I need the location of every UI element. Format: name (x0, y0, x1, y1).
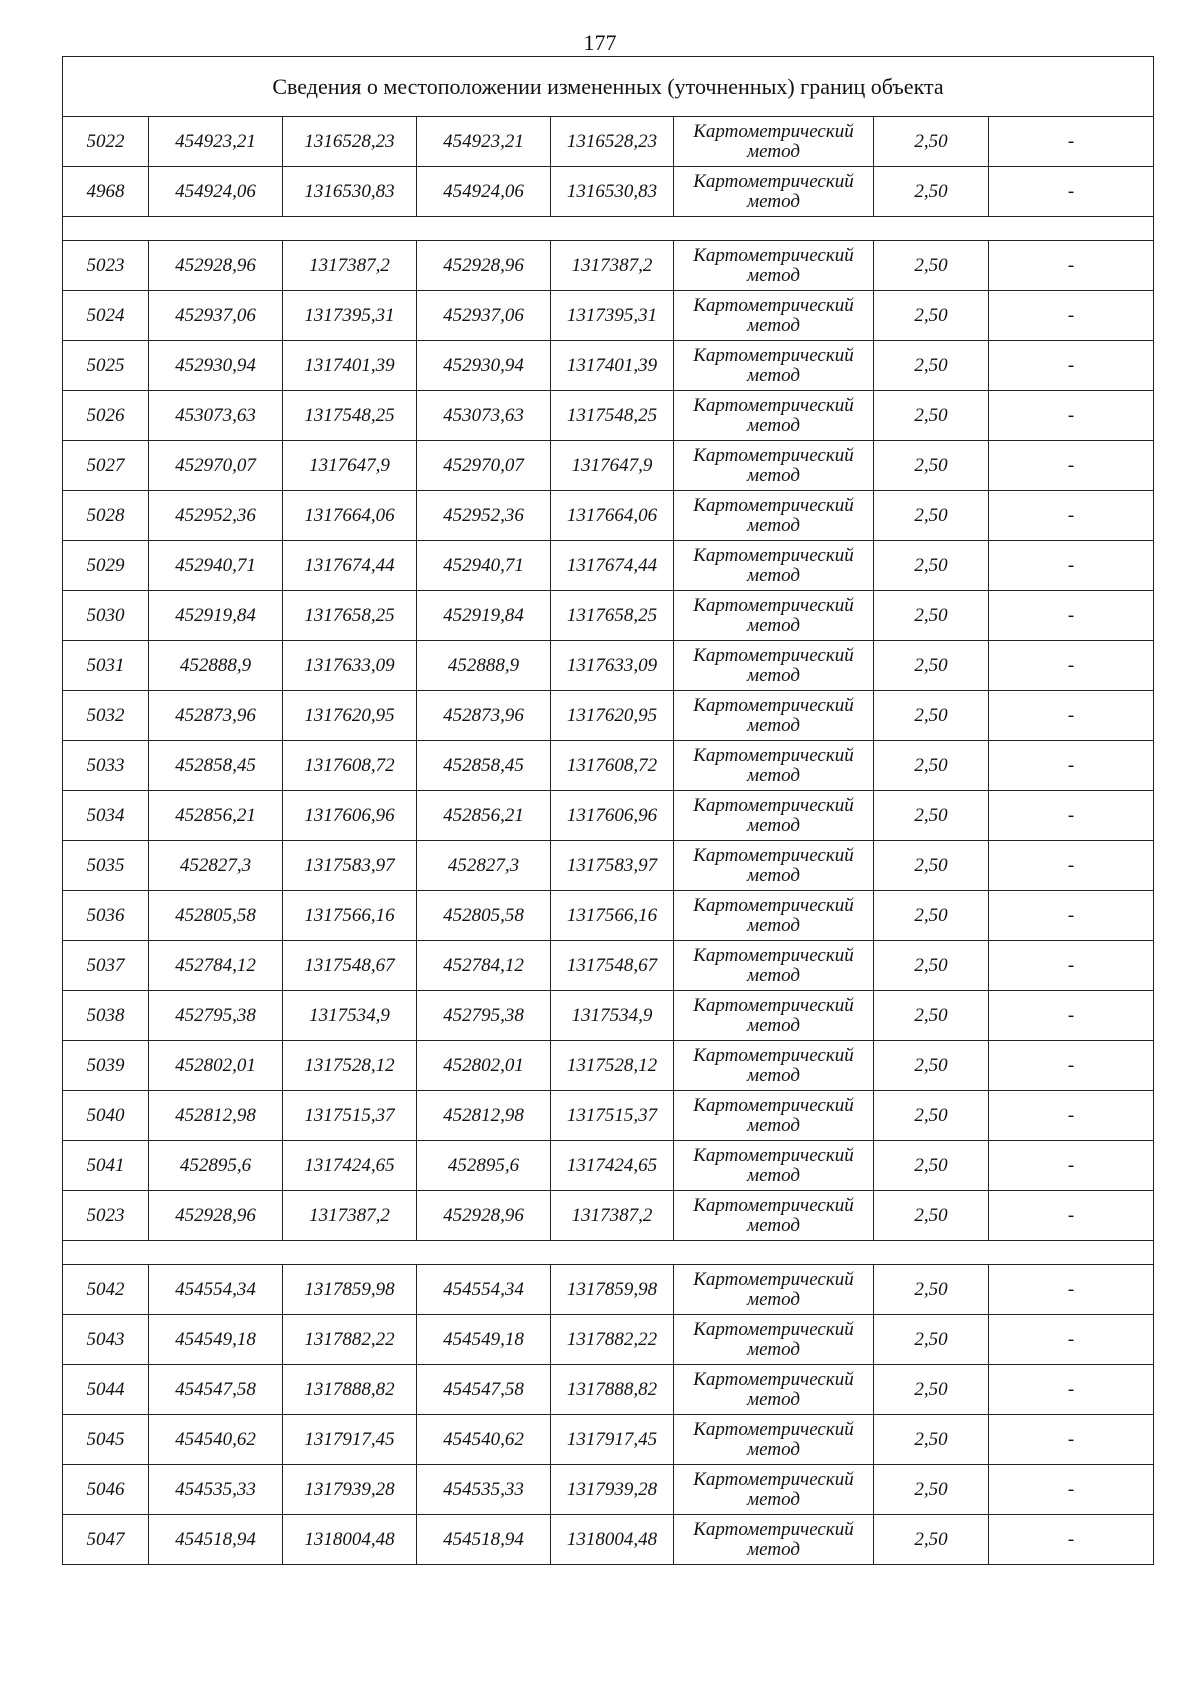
method-cell: Картометрический метод (674, 941, 874, 991)
table-row (63, 1315, 1154, 1365)
description-cell: - (989, 691, 1154, 741)
method-cell: Картометрический метод (674, 341, 874, 391)
y-existing-cell: 1316530,83 (283, 167, 417, 217)
description-cell: - (989, 1315, 1154, 1365)
x-new-cell: 452805,58 (417, 891, 551, 941)
y-new-cell: 1317401,39 (551, 341, 674, 391)
precision-cell: 2,50 (874, 1515, 989, 1565)
x-new-cell: 452812,98 (417, 1091, 551, 1141)
description-cell: - (989, 167, 1154, 217)
x-new-cell: 454535,33 (417, 1465, 551, 1515)
method-cell: Картометрический метод (674, 1415, 874, 1465)
y-new-cell: 1317548,25 (551, 391, 674, 441)
precision-cell: 2,50 (874, 1141, 989, 1191)
description-cell: - (989, 791, 1154, 841)
table-row (63, 391, 1154, 441)
y-existing-cell: 1317658,25 (283, 591, 417, 641)
table-row (63, 1041, 1154, 1091)
precision-cell: 2,50 (874, 1041, 989, 1091)
method-cell: Картометрический метод (674, 1091, 874, 1141)
point-number-cell: 5024 (63, 291, 149, 341)
point-number-cell: 5045 (63, 1415, 149, 1465)
y-new-cell: 1317859,98 (551, 1265, 674, 1315)
point-number-cell: 5041 (63, 1141, 149, 1191)
description-cell: - (989, 341, 1154, 391)
precision-cell: 2,50 (874, 491, 989, 541)
x-new-cell: 454923,21 (417, 117, 551, 167)
boundary-coordinates-table (62, 56, 1154, 1565)
point-number-cell: 5028 (63, 491, 149, 541)
x-existing-cell: 452928,96 (149, 241, 283, 291)
precision-cell: 2,50 (874, 1365, 989, 1415)
x-new-cell: 452856,21 (417, 791, 551, 841)
point-number-cell: 5042 (63, 1265, 149, 1315)
method-cell: Картометрический метод (674, 1191, 874, 1241)
point-number-cell: 5029 (63, 541, 149, 591)
method-cell: Картометрический метод (674, 1365, 874, 1415)
method-cell: Картометрический метод (674, 1515, 874, 1565)
x-existing-cell: 452802,01 (149, 1041, 283, 1091)
y-new-cell: 1317658,25 (551, 591, 674, 641)
description-cell: - (989, 1515, 1154, 1565)
table-row (63, 1091, 1154, 1141)
description-cell: - (989, 117, 1154, 167)
point-number-cell: 5025 (63, 341, 149, 391)
description-cell: - (989, 1415, 1154, 1465)
method-cell: Картометрический метод (674, 991, 874, 1041)
point-number-cell: 5034 (63, 791, 149, 841)
y-new-cell: 1317882,22 (551, 1315, 674, 1365)
y-existing-cell: 1317674,44 (283, 541, 417, 591)
group-separator-row (63, 1241, 1154, 1265)
point-number-cell: 5031 (63, 641, 149, 691)
point-number-cell: 5030 (63, 591, 149, 641)
precision-cell: 2,50 (874, 991, 989, 1041)
method-cell: Картометрический метод (674, 391, 874, 441)
y-existing-cell: 1317647,9 (283, 441, 417, 491)
y-new-cell: 1317939,28 (551, 1465, 674, 1515)
x-existing-cell: 454923,21 (149, 117, 283, 167)
x-new-cell: 452970,07 (417, 441, 551, 491)
x-existing-cell: 452784,12 (149, 941, 283, 991)
method-cell: Картометрический метод (674, 1315, 874, 1365)
y-new-cell: 1317674,44 (551, 541, 674, 591)
y-existing-cell: 1317939,28 (283, 1465, 417, 1515)
x-existing-cell: 454535,33 (149, 1465, 283, 1515)
group-separator-cell (63, 1241, 1154, 1265)
group-separator-cell (63, 217, 1154, 241)
x-new-cell: 454554,34 (417, 1265, 551, 1315)
table-row (63, 1415, 1154, 1465)
method-cell: Картометрический метод (674, 641, 874, 691)
table-row (63, 891, 1154, 941)
description-cell: - (989, 1141, 1154, 1191)
x-new-cell: 452919,84 (417, 591, 551, 641)
description-cell: - (989, 441, 1154, 491)
point-number-cell: 5047 (63, 1515, 149, 1565)
point-number-cell: 5043 (63, 1315, 149, 1365)
x-existing-cell: 452888,9 (149, 641, 283, 691)
x-new-cell: 452937,06 (417, 291, 551, 341)
method-cell: Картометрический метод (674, 441, 874, 491)
table-row (63, 991, 1154, 1041)
method-cell: Картометрический метод (674, 1141, 874, 1191)
x-existing-cell: 452919,84 (149, 591, 283, 641)
precision-cell: 2,50 (874, 1415, 989, 1465)
table-title: Сведения о местоположении измененных (уточненных) границ объекта (63, 57, 1154, 117)
precision-cell: 2,50 (874, 391, 989, 441)
table-row (63, 117, 1154, 167)
x-new-cell: 452952,36 (417, 491, 551, 541)
precision-cell: 2,50 (874, 167, 989, 217)
point-number-cell: 5022 (63, 117, 149, 167)
table-row (63, 791, 1154, 841)
x-existing-cell: 454549,18 (149, 1315, 283, 1365)
point-number-cell: 4968 (63, 167, 149, 217)
table-row (63, 167, 1154, 217)
x-new-cell: 452930,94 (417, 341, 551, 391)
y-new-cell: 1317424,65 (551, 1141, 674, 1191)
point-number-cell: 5026 (63, 391, 149, 441)
x-new-cell: 454518,94 (417, 1515, 551, 1565)
description-cell: - (989, 1365, 1154, 1415)
point-number-cell: 5036 (63, 891, 149, 941)
table-row (63, 1465, 1154, 1515)
x-existing-cell: 452937,06 (149, 291, 283, 341)
x-existing-cell: 452858,45 (149, 741, 283, 791)
description-cell: - (989, 1091, 1154, 1141)
x-existing-cell: 452930,94 (149, 341, 283, 391)
y-new-cell: 1316528,23 (551, 117, 674, 167)
precision-cell: 2,50 (874, 1191, 989, 1241)
y-new-cell: 1317917,45 (551, 1415, 674, 1465)
table-row (63, 491, 1154, 541)
x-new-cell: 452795,38 (417, 991, 551, 1041)
precision-cell: 2,50 (874, 691, 989, 741)
description-cell: - (989, 291, 1154, 341)
x-existing-cell: 452940,71 (149, 541, 283, 591)
point-number-cell: 5044 (63, 1365, 149, 1415)
x-existing-cell: 452805,58 (149, 891, 283, 941)
y-new-cell: 1317566,16 (551, 891, 674, 941)
x-existing-cell: 452895,6 (149, 1141, 283, 1191)
precision-cell: 2,50 (874, 541, 989, 591)
point-number-cell: 5032 (63, 691, 149, 741)
y-existing-cell: 1317387,2 (283, 241, 417, 291)
description-cell: - (989, 541, 1154, 591)
method-cell: Картометрический метод (674, 841, 874, 891)
y-existing-cell: 1317424,65 (283, 1141, 417, 1191)
method-cell: Картометрический метод (674, 241, 874, 291)
description-cell: - (989, 241, 1154, 291)
description-cell: - (989, 1191, 1154, 1241)
table-row (63, 941, 1154, 991)
method-cell: Картометрический метод (674, 741, 874, 791)
precision-cell: 2,50 (874, 841, 989, 891)
table-row (63, 1265, 1154, 1315)
description-cell: - (989, 1041, 1154, 1091)
precision-cell: 2,50 (874, 1315, 989, 1365)
y-existing-cell: 1317917,45 (283, 1415, 417, 1465)
method-cell: Картометрический метод (674, 541, 874, 591)
y-new-cell: 1317515,37 (551, 1091, 674, 1141)
table-row (63, 341, 1154, 391)
y-existing-cell: 1316528,23 (283, 117, 417, 167)
description-cell: - (989, 391, 1154, 441)
page-number: 177 (583, 30, 617, 55)
table-body (63, 57, 1154, 1565)
point-number-cell: 5023 (63, 241, 149, 291)
y-existing-cell: 1317583,97 (283, 841, 417, 891)
x-existing-cell: 452827,3 (149, 841, 283, 891)
y-new-cell: 1317620,95 (551, 691, 674, 741)
y-new-cell: 1317608,72 (551, 741, 674, 791)
x-existing-cell: 452812,98 (149, 1091, 283, 1141)
description-cell: - (989, 941, 1154, 991)
y-existing-cell: 1317888,82 (283, 1365, 417, 1415)
y-new-cell: 1317664,06 (551, 491, 674, 541)
description-cell: - (989, 491, 1154, 541)
precision-cell: 2,50 (874, 591, 989, 641)
y-existing-cell: 1317387,2 (283, 1191, 417, 1241)
x-existing-cell: 452856,21 (149, 791, 283, 841)
table-row (63, 1515, 1154, 1565)
table-row (63, 441, 1154, 491)
x-existing-cell: 454554,34 (149, 1265, 283, 1315)
x-new-cell: 454924,06 (417, 167, 551, 217)
description-cell: - (989, 1265, 1154, 1315)
precision-cell: 2,50 (874, 291, 989, 341)
y-new-cell: 1317888,82 (551, 1365, 674, 1415)
y-new-cell: 1317395,31 (551, 291, 674, 341)
table-row (63, 541, 1154, 591)
x-new-cell: 454547,58 (417, 1365, 551, 1415)
point-number-cell: 5033 (63, 741, 149, 791)
y-existing-cell: 1317620,95 (283, 691, 417, 741)
x-existing-cell: 452928,96 (149, 1191, 283, 1241)
y-new-cell: 1317534,9 (551, 991, 674, 1041)
method-cell: Картометрический метод (674, 891, 874, 941)
x-existing-cell: 452970,07 (149, 441, 283, 491)
point-number-cell: 5037 (63, 941, 149, 991)
y-new-cell: 1316530,83 (551, 167, 674, 217)
y-existing-cell: 1317566,16 (283, 891, 417, 941)
y-existing-cell: 1317534,9 (283, 991, 417, 1041)
table-row (63, 1365, 1154, 1415)
x-existing-cell: 452952,36 (149, 491, 283, 541)
y-new-cell: 1317583,97 (551, 841, 674, 891)
point-number-cell: 5035 (63, 841, 149, 891)
precision-cell: 2,50 (874, 241, 989, 291)
y-new-cell: 1318004,48 (551, 1515, 674, 1565)
point-number-cell: 5027 (63, 441, 149, 491)
table-row (63, 691, 1154, 741)
precision-cell: 2,50 (874, 341, 989, 391)
point-number-cell: 5038 (63, 991, 149, 1041)
y-new-cell: 1317387,2 (551, 1191, 674, 1241)
point-number-cell: 5046 (63, 1465, 149, 1515)
y-new-cell: 1317647,9 (551, 441, 674, 491)
group-separator-row (63, 217, 1154, 241)
precision-cell: 2,50 (874, 891, 989, 941)
x-existing-cell: 454540,62 (149, 1415, 283, 1465)
precision-cell: 2,50 (874, 1091, 989, 1141)
y-existing-cell: 1317882,22 (283, 1315, 417, 1365)
precision-cell: 2,50 (874, 741, 989, 791)
x-existing-cell: 453073,63 (149, 391, 283, 441)
x-existing-cell: 452795,38 (149, 991, 283, 1041)
table-row (63, 241, 1154, 291)
x-existing-cell: 454518,94 (149, 1515, 283, 1565)
method-cell: Картометрический метод (674, 791, 874, 841)
x-new-cell: 452873,96 (417, 691, 551, 741)
point-number-cell: 5023 (63, 1191, 149, 1241)
description-cell: - (989, 641, 1154, 691)
x-new-cell: 452888,9 (417, 641, 551, 691)
x-new-cell: 452895,6 (417, 1141, 551, 1191)
y-existing-cell: 1317859,98 (283, 1265, 417, 1315)
method-cell: Картометрический метод (674, 1041, 874, 1091)
y-new-cell: 1317387,2 (551, 241, 674, 291)
x-new-cell: 452928,96 (417, 1191, 551, 1241)
y-existing-cell: 1317395,31 (283, 291, 417, 341)
table-row (63, 641, 1154, 691)
x-new-cell: 452928,96 (417, 241, 551, 291)
y-new-cell: 1317548,67 (551, 941, 674, 991)
y-existing-cell: 1318004,48 (283, 1515, 417, 1565)
x-new-cell: 452858,45 (417, 741, 551, 791)
table-row (63, 1191, 1154, 1241)
precision-cell: 2,50 (874, 1465, 989, 1515)
x-existing-cell: 454924,06 (149, 167, 283, 217)
precision-cell: 2,50 (874, 441, 989, 491)
table-row (63, 1141, 1154, 1191)
description-cell: - (989, 591, 1154, 641)
description-cell: - (989, 1465, 1154, 1515)
precision-cell: 2,50 (874, 117, 989, 167)
y-existing-cell: 1317633,09 (283, 641, 417, 691)
x-new-cell: 453073,63 (417, 391, 551, 441)
y-existing-cell: 1317664,06 (283, 491, 417, 541)
table-title-row (63, 57, 1154, 117)
y-existing-cell: 1317528,12 (283, 1041, 417, 1091)
x-new-cell: 452940,71 (417, 541, 551, 591)
table-row (63, 591, 1154, 641)
method-cell: Картометрический метод (674, 167, 874, 217)
y-new-cell: 1317528,12 (551, 1041, 674, 1091)
method-cell: Картометрический метод (674, 291, 874, 341)
method-cell: Картометрический метод (674, 1265, 874, 1315)
x-new-cell: 452784,12 (417, 941, 551, 991)
table-row (63, 741, 1154, 791)
point-number-cell: 5040 (63, 1091, 149, 1141)
precision-cell: 2,50 (874, 641, 989, 691)
method-cell: Картометрический метод (674, 1465, 874, 1515)
description-cell: - (989, 991, 1154, 1041)
precision-cell: 2,50 (874, 1265, 989, 1315)
method-cell: Картометрический метод (674, 691, 874, 741)
point-number-cell: 5039 (63, 1041, 149, 1091)
description-cell: - (989, 741, 1154, 791)
description-cell: - (989, 841, 1154, 891)
method-cell: Картометрический метод (674, 117, 874, 167)
x-new-cell: 452827,3 (417, 841, 551, 891)
table-row (63, 841, 1154, 891)
description-cell: - (989, 891, 1154, 941)
y-existing-cell: 1317401,39 (283, 341, 417, 391)
y-existing-cell: 1317608,72 (283, 741, 417, 791)
y-new-cell: 1317606,96 (551, 791, 674, 841)
precision-cell: 2,50 (874, 791, 989, 841)
y-existing-cell: 1317515,37 (283, 1091, 417, 1141)
x-new-cell: 452802,01 (417, 1041, 551, 1091)
method-cell: Картометрический метод (674, 591, 874, 641)
y-existing-cell: 1317548,25 (283, 391, 417, 441)
y-existing-cell: 1317548,67 (283, 941, 417, 991)
table-row (63, 291, 1154, 341)
method-cell: Картометрический метод (674, 491, 874, 541)
x-new-cell: 454549,18 (417, 1315, 551, 1365)
x-existing-cell: 454547,58 (149, 1365, 283, 1415)
precision-cell: 2,50 (874, 941, 989, 991)
y-new-cell: 1317633,09 (551, 641, 674, 691)
y-existing-cell: 1317606,96 (283, 791, 417, 841)
x-new-cell: 454540,62 (417, 1415, 551, 1465)
x-existing-cell: 452873,96 (149, 691, 283, 741)
